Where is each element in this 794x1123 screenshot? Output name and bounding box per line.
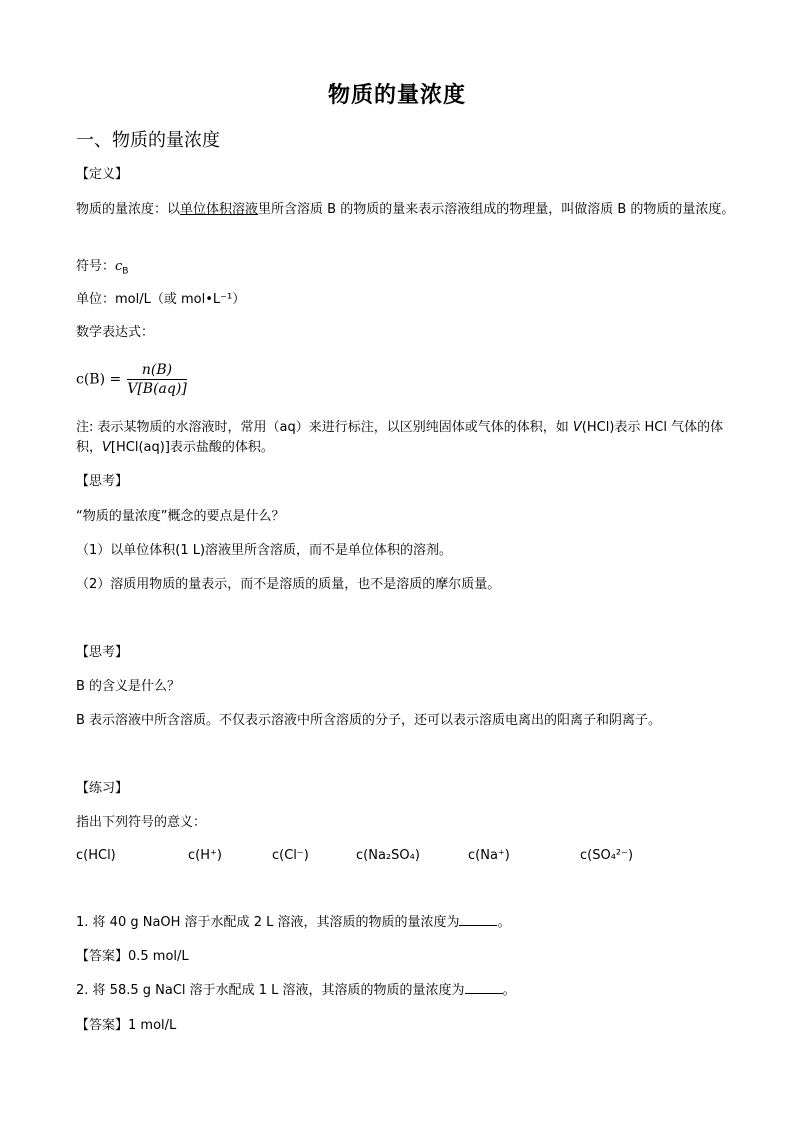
- symbol-item: c(HCl): [76, 848, 116, 863]
- note-text: [76, 418, 740, 458]
- think2-answer: B 表示溶液中所含溶质。不仅表示溶液中所含溶质的分子，还可以表示溶质电离出的阳离子和阴离子。: [76, 713, 662, 728]
- formula: [76, 362, 187, 397]
- symbol-c: c: [115, 259, 123, 274]
- question-1-end: 。: [497, 915, 511, 930]
- answer-2: 【答案】1 mol/L: [76, 1018, 177, 1033]
- formula-numerator: n(B): [127, 362, 187, 380]
- think2-tag: 【思考】: [76, 645, 129, 660]
- think1-tag: 【思考】: [76, 474, 129, 489]
- symbol-item: c(Na₂SO₄): [356, 848, 420, 863]
- symbol-sub: B: [122, 266, 129, 277]
- formula-lhs: c(B) =: [76, 371, 122, 388]
- practice-tag: 【练习】: [76, 781, 129, 796]
- question-2-end: 。: [502, 983, 516, 998]
- symbol-label: 符号：: [76, 259, 116, 274]
- symbol-item: c(Na⁺): [468, 848, 510, 863]
- unit-line: 单位：mol/L（或 mol•L⁻¹）: [76, 292, 246, 307]
- math-label: 数学表达式：: [76, 325, 155, 340]
- think2-question: B 的含义是什么？: [76, 679, 181, 694]
- note-v2: V: [102, 440, 111, 455]
- note-part3: [HCl(aq)]表示盐酸的体积。: [110, 440, 274, 455]
- definition-post: 里所含溶质 B 的物质的量来表示溶液组成的物理量，叫做溶质 B 的物质的量浓度。: [258, 202, 735, 217]
- note-part2: (HCl)表示 HCl 气体的体积，: [76, 420, 724, 455]
- symbol-item: c(SO₄²⁻): [580, 848, 634, 863]
- think1-answer1: （1）以单位体积(1 L)溶液里所含溶质，而不是单位体积的溶剂。: [76, 543, 453, 558]
- note-v1: V: [572, 420, 582, 435]
- section-heading: 一、物质的量浓度: [76, 130, 220, 151]
- symbol-item: c(H⁺): [188, 848, 222, 863]
- note-part1: 注: 表示某物质的水溶液时，常用（aq）来进行标注，以区别纯固体或气体的体积，如: [76, 420, 573, 435]
- question-1-text: 1. 将 40 g NaOH 溶于水配成 2 L 溶液，其溶质的物质的量浓度为: [76, 915, 460, 930]
- think1-question: “物质的量浓度”概念的要点是什么？: [76, 509, 285, 524]
- answer-blank[interactable]: [465, 981, 503, 994]
- definition-pre: 物质的量浓度：以: [76, 202, 181, 217]
- symbol-item: c(Cl⁻): [272, 848, 309, 863]
- symbol-line: [76, 257, 128, 282]
- definition-tag: 【定义】: [76, 167, 129, 182]
- question-2-text: 2. 将 58.5 g NaCl 溶于水配成 1 L 溶液，其溶质的物质的量浓度为: [76, 983, 465, 998]
- practice-question: 指出下列符号的意义：: [76, 815, 207, 830]
- formula-denominator: V[B(aq)]: [127, 381, 187, 397]
- page-title: 物质的量浓度: [327, 83, 466, 108]
- definition-underlined: 单位体积溶液: [180, 202, 259, 217]
- question-2: [76, 981, 516, 1001]
- question-1: [76, 913, 510, 933]
- think1-answer2: （2）溶质用物质的量表示，而不是溶质的质量，也不是溶质的摩尔质量。: [76, 577, 501, 592]
- answer-1: 【答案】0.5 mol/L: [76, 949, 189, 964]
- formula-fraction: [127, 362, 187, 397]
- answer-blank[interactable]: [459, 913, 497, 926]
- definition-text: [76, 200, 740, 220]
